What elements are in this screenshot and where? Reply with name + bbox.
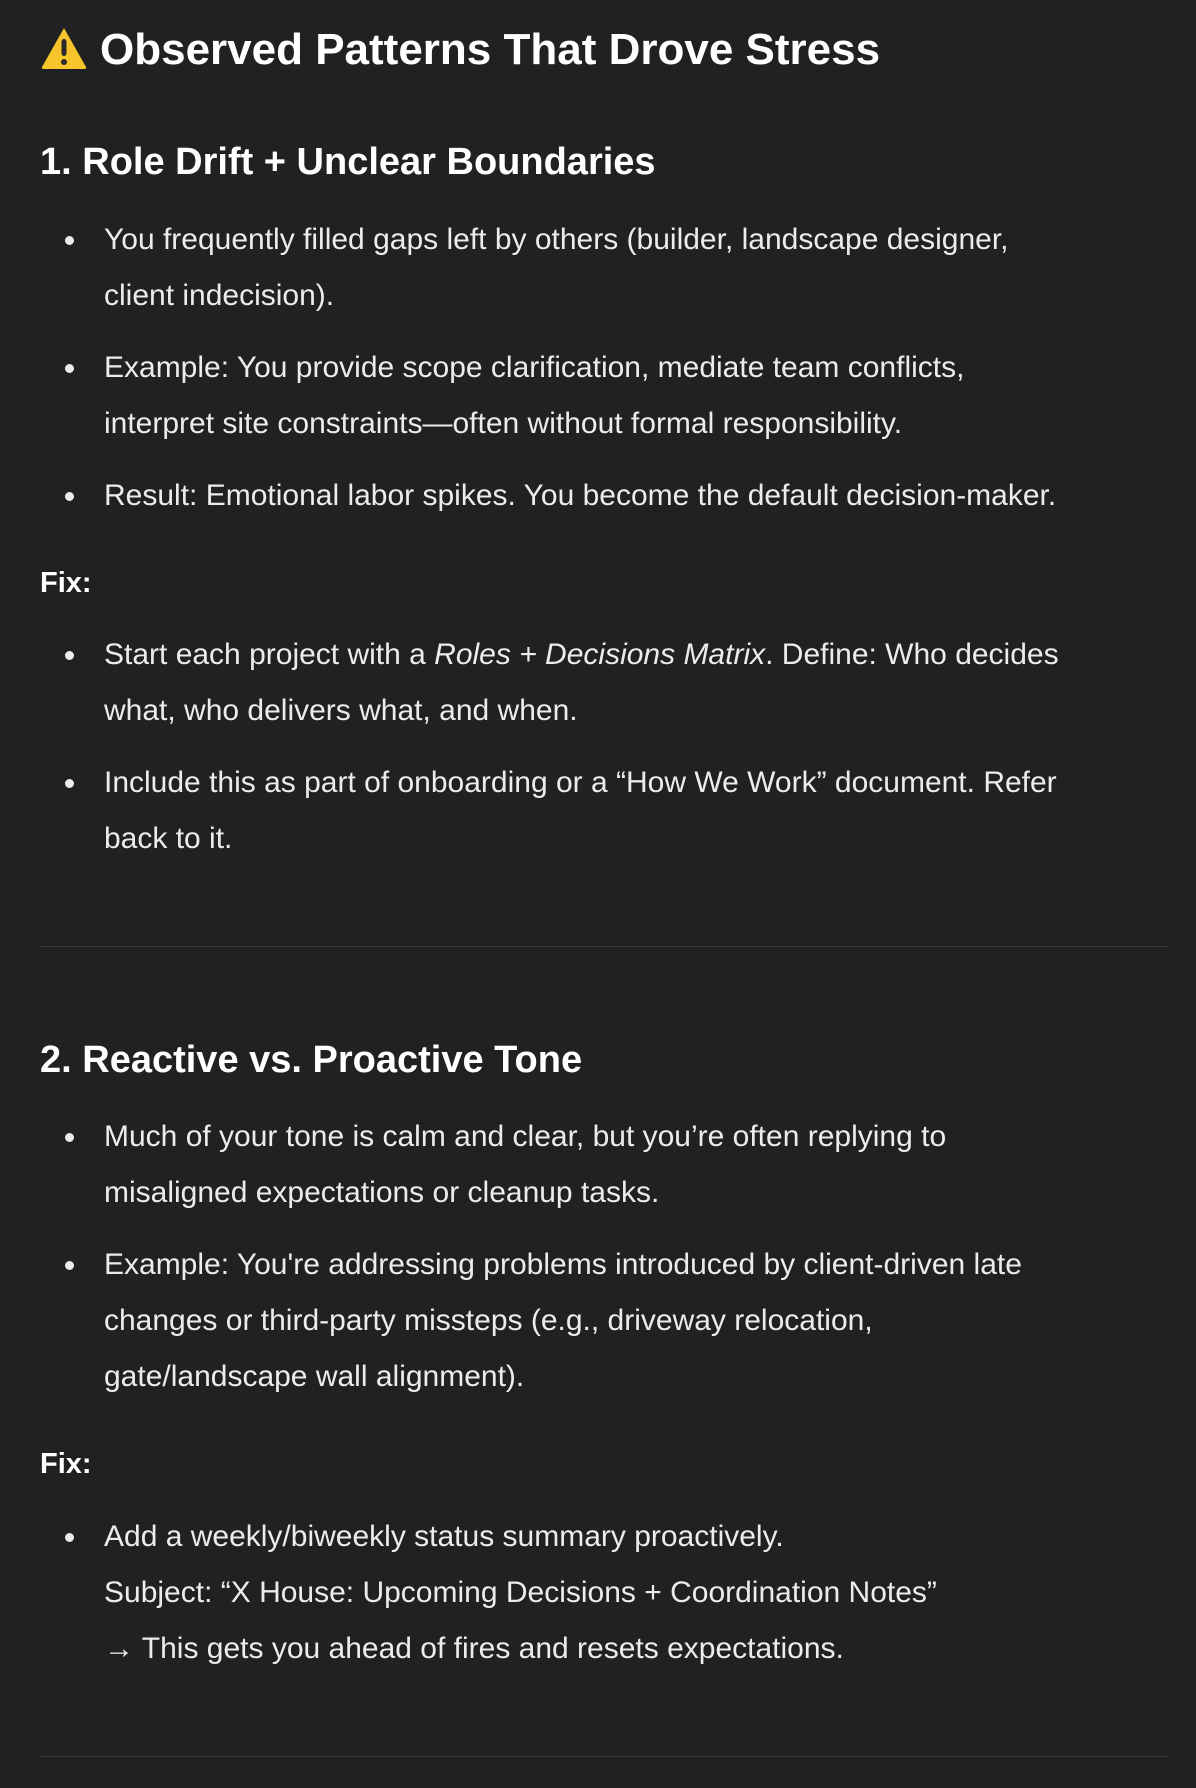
list-item-line: client indecision). [104,279,335,312]
list-item [40,1237,1160,1405]
bullet-list [40,1109,1160,1405]
subheading-role-drift: 1. Role Drift + Unclear Boundaries [40,141,656,183]
list-item-line: You frequently filled gaps left by others (builder, landscape designer, [104,223,1009,256]
list-item-line: gate/landscape wall alignment). [104,1360,525,1393]
bullet-list [40,212,1160,524]
list-item-line: Subject: “X House: Upcoming Decisions + Coordination Notes” [104,1576,937,1609]
list-item-line: Much of your tone is calm and clear, but you’re often replying to [104,1120,947,1153]
section-heading-text: Observed Patterns That Drove Stress [100,25,881,74]
list-item-line: Example: You provide scope clarification, mediate team conflicts, [104,351,965,384]
list-item [40,627,1160,739]
divider [40,946,1168,947]
list-item-line: what, who delivers what, and when. [104,694,578,727]
list-item-line: Include this as part of onboarding or a “How We Work” document. Refer [104,766,1057,799]
list-item [40,212,1160,324]
list-item-line: → This gets you ahead of fires and resets expectations. [104,1632,844,1665]
list-item-line: interpret site constraints—often without formal responsibility. [104,407,903,440]
emphasized-text: Roles + Decisions Matrix [434,638,766,671]
list-item-line: Start each project with a Roles + Decisions Matrix. Define: Who decides [104,638,1059,671]
list-item [40,340,1160,452]
list-item [40,1509,1160,1677]
list-item-line: Result: Emotional labor spikes. You become the default decision-maker. [104,479,1057,512]
list-item-line: misaligned expectations or cleanup tasks. [104,1176,660,1209]
fix-label: Fix: [40,1448,92,1480]
fix-list [40,1509,1160,1677]
subheading-reactive-tone: 2. Reactive vs. Proactive Tone [40,1039,583,1081]
list-item [40,1109,1160,1221]
fix-list [40,627,1160,867]
list-item-line: back to it. [104,822,233,855]
list-item-line: changes or third-party missteps (e.g., driveway relocation, [104,1304,873,1337]
list-item [40,755,1160,867]
divider [40,1756,1168,1757]
warning-icon [40,26,88,70]
section-heading [40,22,880,78]
list-item-line: Add a weekly/biweekly status summary proactively. [104,1520,784,1553]
list-item-line: Example: You're addressing problems introduced by client-driven late [104,1248,1022,1281]
list-item [40,468,1160,524]
fix-label: Fix: [40,567,92,599]
